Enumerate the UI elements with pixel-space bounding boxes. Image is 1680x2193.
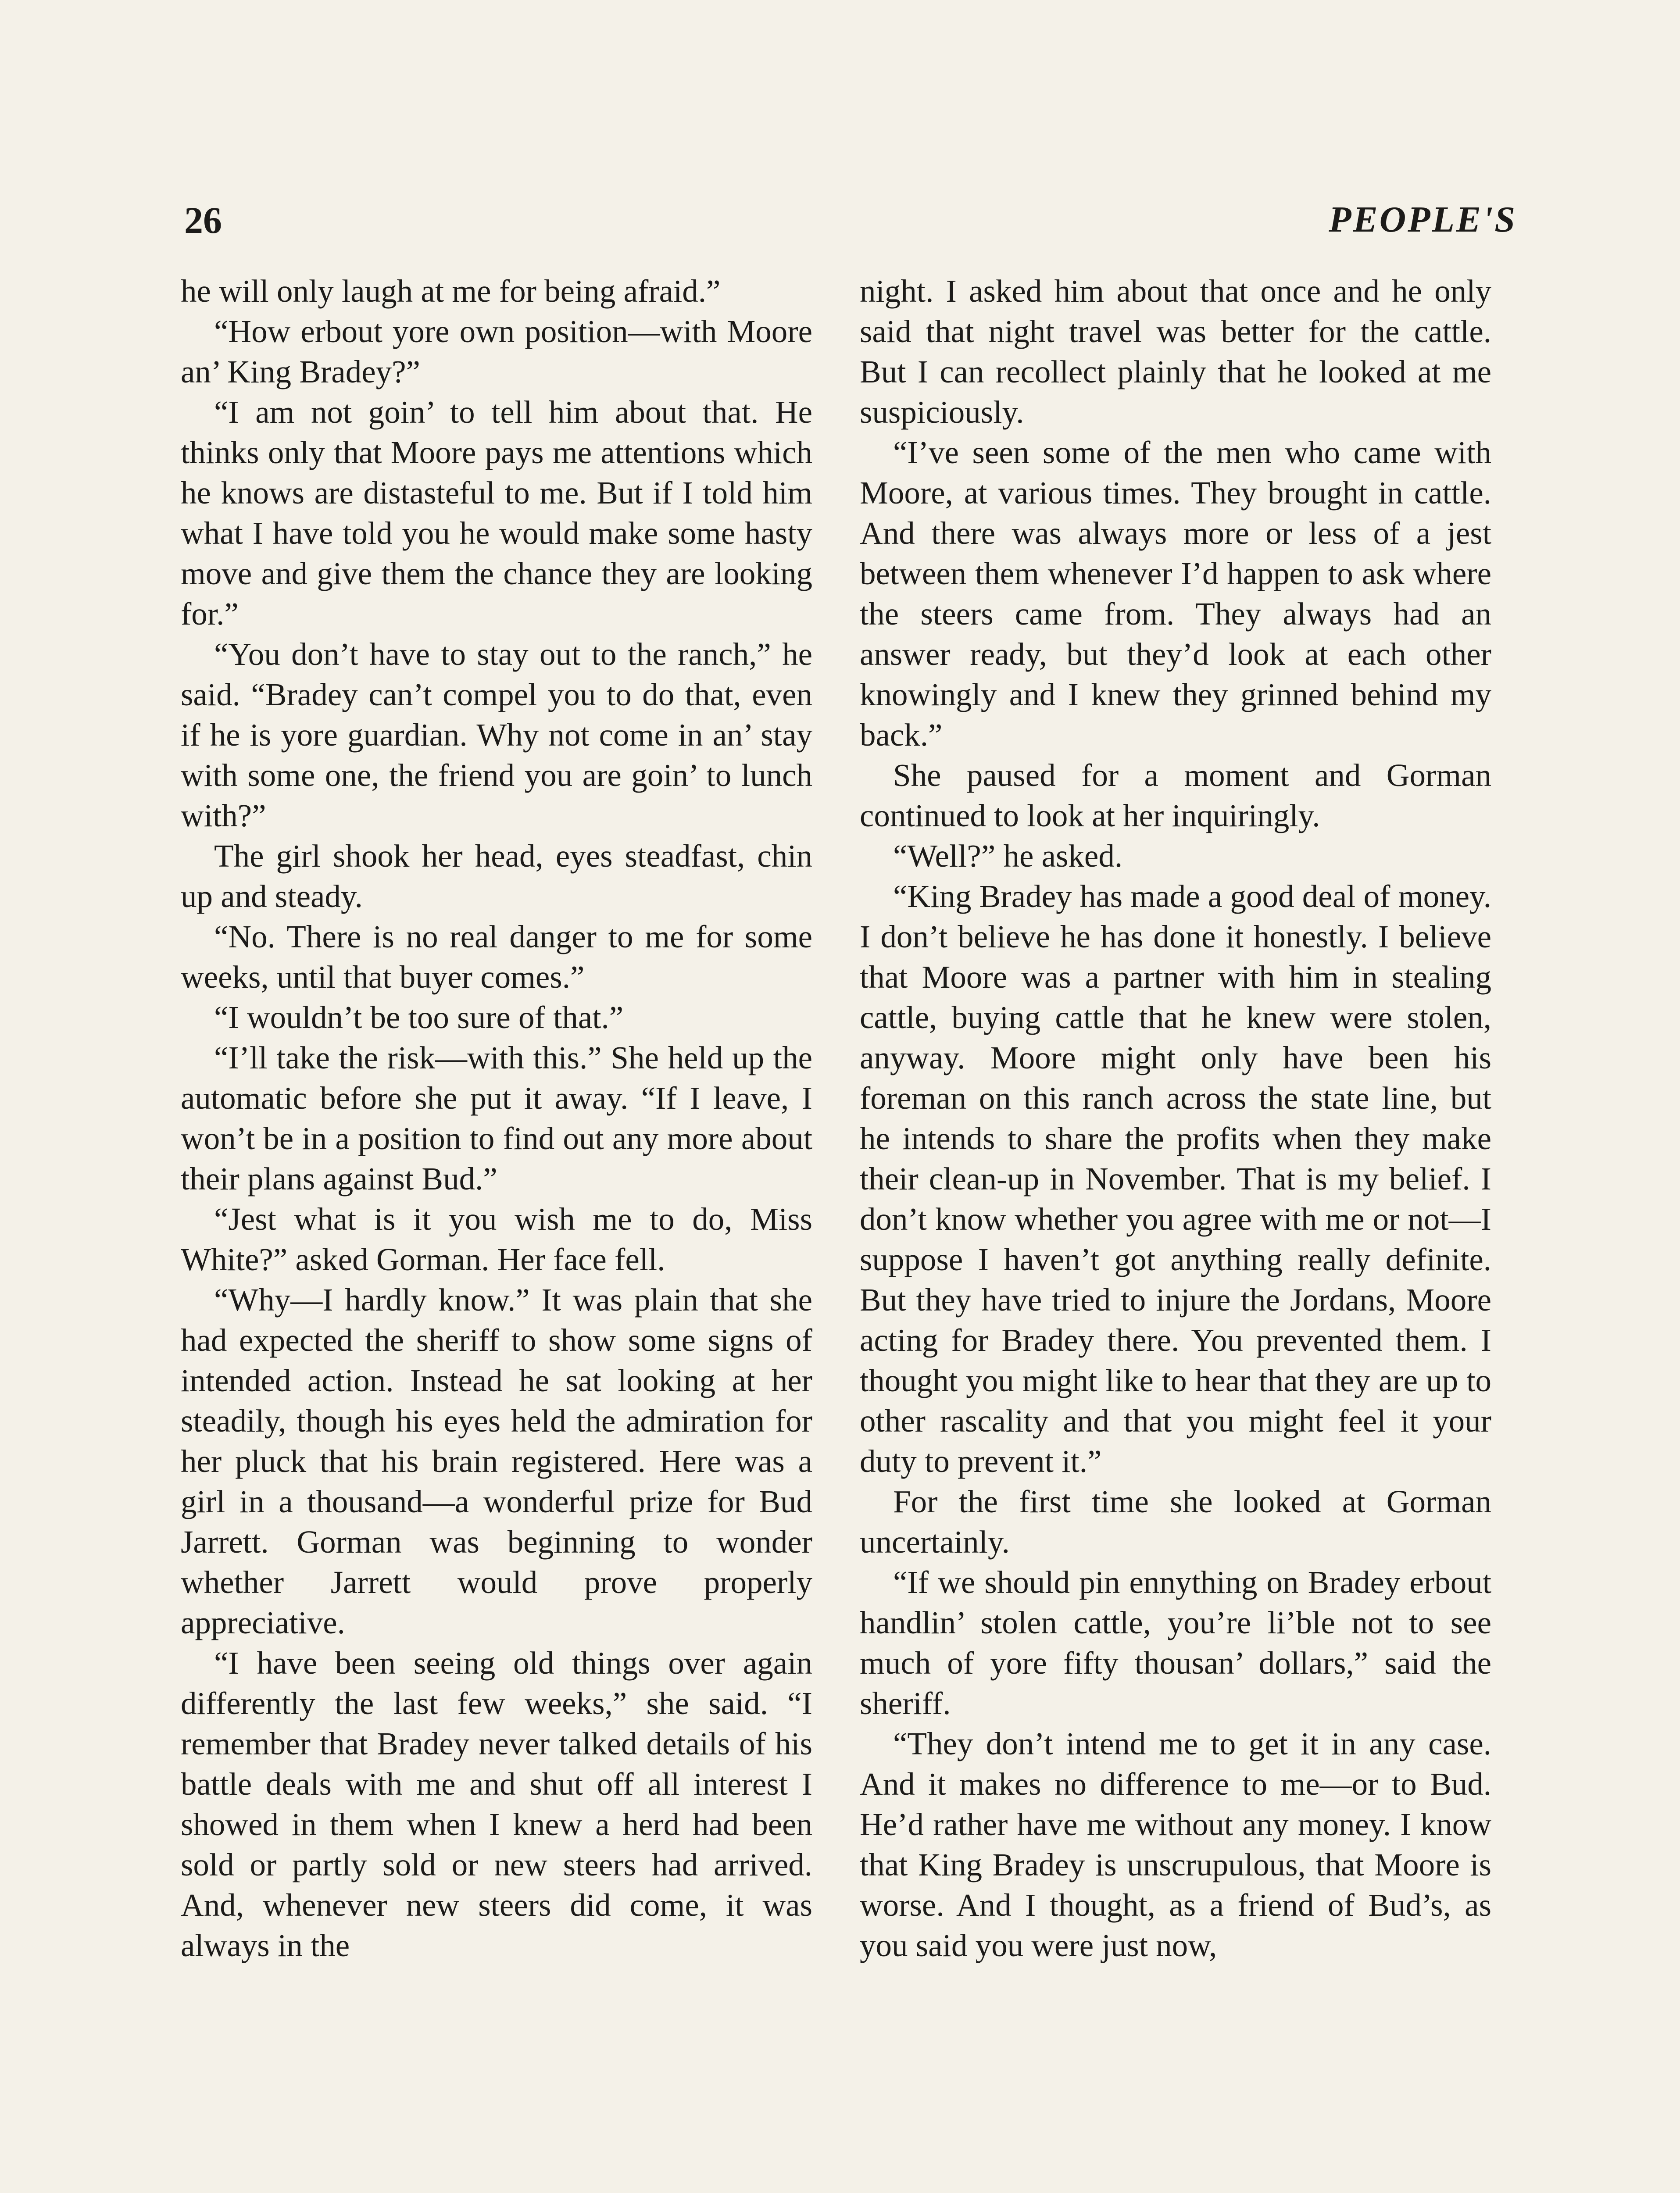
page-number: 26 xyxy=(184,199,222,241)
paragraph: “I have been seeing old things over again differently the last few weeks,” she said. “I remember that Bradey never talked details of his battle deals with me and shut off all interest I showed in them when I knew a herd had been sold or partly sold or new steers had arrived. And, whenever new steers did come, it was always in the xyxy=(181,1645,812,1963)
paragraph: “Jest what is it you wish me to do, Miss White?” asked Gorman. Her face fell. xyxy=(181,1201,812,1277)
paragraph: “How erbout yore own position—with Moore an’ King Bradey?” xyxy=(181,314,812,389)
paragraph: “Why—I hardly know.” It was plain that she had expected the sheriff to show some signs of intended action. Instead he sat looking at her steadily, though his eyes held the admiration for her pluck that his brain registered. Here was a girl in a thousand—a wonderful prize for Bud Jarrett. Gorman was beginning to wonder whether Jarrett would prove properly appreciative. xyxy=(181,1282,812,1640)
paragraph: “I am not goin’ to tell him about that. He thinks only that Moore pays me attentions which he knows are distasteful to me. But if I told him what I have told you he would make some hasty move and give them the chance they are looking for.” xyxy=(181,394,812,632)
left-column xyxy=(181,271,812,2193)
paragraph: “If we should pin ennything on Bradey erbout handlin’ stolen cattle, you’re li’ble not to see much of yore fifty thousan’ dollars,” said the sheriff. xyxy=(860,1564,1491,1721)
running-head: PEOPLE'S xyxy=(1329,199,1517,240)
paragraph: For the first time she looked at Gorman uncertainly. xyxy=(860,1484,1491,1560)
paragraph: “I wouldn’t be too sure of that.” xyxy=(214,1000,624,1035)
paragraph: “King Bradey has made a good deal of money. I don’t believe he has done it honestly. I believe that Moore was a partner with him in stealing cattle, buying cattle that he knew were stolen, anyway. Moore might only have been his foreman on this ranch across the state line, but he intends to share the profits when they make their clean-up in November. That is my belief. I don’t know whether you agree with me or not—I suppose I haven’t got anything really definite. But they have tried to injure the Jordans, Moore acting for Bradey there. You prevented them. I thought you might like to hear that they are up to other rascality and that you might feel it your duty to prevent it.” xyxy=(860,879,1491,1479)
paragraph: “You don’t have to stay out to the ranch,” he said. “Bradey can’t compel you to do that, even if he is yore guardian. Why not come in an’ stay with some one, the friend you are goin’ to lunch with?” xyxy=(181,636,812,833)
paragraph: She paused for a moment and Gorman continued to look at her inquiringly. xyxy=(860,757,1491,833)
paragraph: night. I asked him about that once and he only said that night travel was better for the cattle. But I can recollect plainly that he looked at me suspiciously. xyxy=(860,273,1491,430)
paragraph: “I’ll take the risk—with this.” She held up the automatic before she put it away. “If I leave, I won’t be in a position to find out any more about their plans against Bud.” xyxy=(181,1040,812,1197)
paragraph: “I’ve seen some of the men who came with Moore, at various times. They brought in cattle. And there was always more or less of a jest between them whenever I’d happen to ask where the steers came from. They always had an answer ready, but they’d look at each other knowingly and I knew they grinned behind my back.” xyxy=(860,435,1491,753)
right-column xyxy=(860,271,1491,2193)
paragraph: “They don’t intend me to get it in any case. And it makes no difference to me—or to Bud. He’d rather have me without any money. I know that King Bradey is unscrupulous, that Moore is worse. And I thought, as a friend of Bud’s, as you said you were just now, xyxy=(860,1726,1491,1963)
paragraph: The girl shook her head, eyes steadfast, chin up and steady. xyxy=(181,838,812,914)
paragraph: “No. There is no real danger to me for some weeks, until that buyer comes.” xyxy=(181,919,812,995)
paragraph: “Well?” he asked. xyxy=(893,838,1123,874)
paragraph: he will only laugh at me for being afraid.” xyxy=(181,273,721,309)
